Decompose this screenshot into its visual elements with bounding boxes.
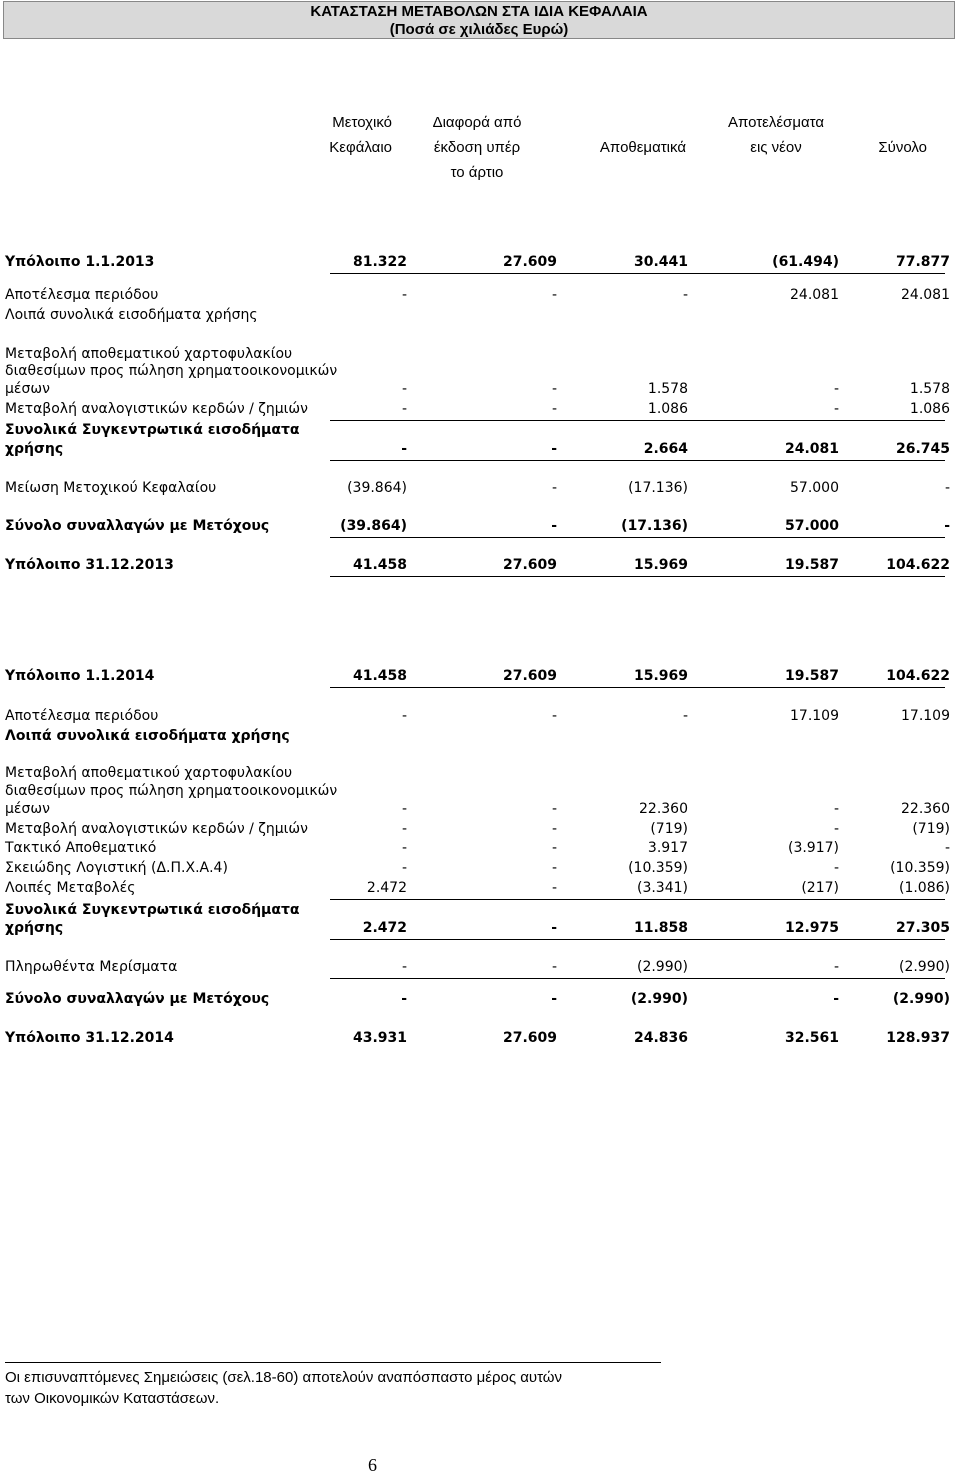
cell-value: 81.322 bbox=[352, 254, 407, 270]
cell-value: - bbox=[401, 708, 407, 724]
cell-value: - bbox=[551, 708, 557, 724]
cell-value: 128.937 bbox=[886, 1030, 950, 1046]
title-line-1: ΚΑΤΑΣΤΑΣΗ ΜΕΤΑΒΟΛΩΝ ΣΤΑ ΙΔΙΑ ΚΕΦΑΛΑΙΑ bbox=[310, 3, 648, 20]
row-label: Πληρωθέντα Μερίσματα bbox=[5, 959, 178, 975]
cell-value: - bbox=[401, 821, 407, 837]
cell-value: 27.609 bbox=[502, 1030, 557, 1046]
row-label: Λοιπά συνολικά εισοδήματα χρήσης bbox=[5, 307, 258, 323]
cell-value: - bbox=[401, 401, 407, 417]
cell-value: - bbox=[551, 401, 557, 417]
cell-value: 3.917 bbox=[647, 840, 688, 856]
cell-value: (39.864) bbox=[347, 480, 407, 496]
row-underline bbox=[330, 899, 945, 900]
cell-value: - bbox=[551, 860, 557, 876]
row-label: Μείωση Μετοχικού Κεφαλαίου bbox=[5, 480, 217, 496]
cell-value: 22.360 bbox=[639, 801, 688, 817]
col-header-share-capital: Μετοχικό Κεφάλαιο bbox=[329, 114, 392, 156]
title-line-2: (Ποσά σε χιλιάδες Ευρώ) bbox=[389, 21, 569, 38]
cell-value: - bbox=[551, 821, 557, 837]
cell-value: 19.587 bbox=[784, 557, 839, 573]
cell-value: (10.359) bbox=[890, 860, 950, 876]
row-label: Σύνολο συναλλαγών με Μετόχους bbox=[5, 991, 270, 1007]
row-label: Σύνολο συναλλαγών με Μετόχους bbox=[5, 518, 270, 534]
col-header-retained-earnings: Αποτελέσματα εις νέον bbox=[727, 114, 825, 156]
cell-value: 22.360 bbox=[901, 801, 950, 817]
row-label: Τακτικό Αποθεματικό bbox=[5, 840, 157, 856]
row-label: Λοιπές Μεταβολές bbox=[5, 880, 136, 896]
cell-value: - bbox=[551, 480, 557, 496]
cell-value: - bbox=[551, 287, 557, 303]
cell-value: 2.472 bbox=[366, 880, 407, 896]
cell-value: - bbox=[401, 991, 407, 1007]
row-label: χρήσης bbox=[5, 920, 64, 936]
footnote: Οι επισυναπτόμενες Σημειώσεις (σελ.18-60) αποτελούν αναπόσπαστο μέρος αυτών των Οικονομικών Καταστάσεων. bbox=[5, 1369, 563, 1407]
cell-value: 19.587 bbox=[784, 668, 839, 684]
cell-value: 12.975 bbox=[784, 920, 839, 936]
cell-value: - bbox=[551, 441, 557, 457]
cell-value: - bbox=[833, 821, 839, 837]
row-underline bbox=[330, 939, 945, 940]
cell-value: (2.990) bbox=[636, 959, 688, 975]
cell-value: - bbox=[833, 991, 839, 1007]
cell-value: (217) bbox=[801, 880, 839, 896]
row-label: μέσων bbox=[5, 801, 50, 817]
cell-value: 104.622 bbox=[886, 557, 950, 573]
cell-value: - bbox=[551, 920, 557, 936]
row-label: Λοιπά συνολικά εισοδήματα χρήσης bbox=[5, 728, 290, 744]
row-label: μέσων bbox=[5, 381, 50, 397]
cell-value: (2.990) bbox=[892, 991, 950, 1007]
cell-value: - bbox=[944, 518, 950, 534]
cell-value: - bbox=[944, 840, 950, 856]
cell-value: - bbox=[551, 840, 557, 856]
row-label: διαθεσίμων προς πώληση χρηματοοικονομικών bbox=[5, 363, 338, 379]
cell-value: - bbox=[401, 840, 407, 856]
row-label: Μεταβολή αποθεματικού χαρτοφυλακίου bbox=[5, 765, 293, 781]
cell-value: - bbox=[551, 801, 557, 817]
cell-value: - bbox=[682, 287, 688, 303]
cell-value: 30.441 bbox=[633, 254, 688, 270]
cell-value: 1.578 bbox=[909, 381, 950, 397]
cell-value: 27.609 bbox=[502, 668, 557, 684]
cell-value: (17.136) bbox=[628, 480, 688, 496]
cell-value: (1.086) bbox=[898, 880, 950, 896]
cell-value: - bbox=[551, 959, 557, 975]
cell-value: 1.578 bbox=[647, 381, 688, 397]
col-header-total: Σύνολο bbox=[878, 139, 927, 156]
row-label: Μεταβολή αποθεματικού χαρτοφυλακίου bbox=[5, 346, 293, 362]
cell-value: - bbox=[833, 860, 839, 876]
cell-value: - bbox=[401, 287, 407, 303]
cell-value: - bbox=[551, 880, 557, 896]
cell-value: 2.472 bbox=[362, 920, 407, 936]
cell-value: 11.858 bbox=[633, 920, 688, 936]
cell-value: - bbox=[551, 381, 557, 397]
cell-value: - bbox=[551, 991, 557, 1007]
row-label: Σκειώδης Λογιστική (Δ.Π.Χ.Α.4) bbox=[5, 860, 228, 876]
cell-value: 1.086 bbox=[909, 401, 950, 417]
cell-value: 24.081 bbox=[790, 287, 839, 303]
cell-value: - bbox=[833, 801, 839, 817]
cell-value: 41.458 bbox=[352, 668, 407, 684]
row-underline bbox=[330, 687, 945, 688]
page-number: 6 bbox=[368, 1455, 377, 1475]
cell-value: (61.494) bbox=[772, 254, 839, 270]
row-label: Συνολικά Συγκεντρωτικά εισοδήματα bbox=[5, 422, 300, 438]
row-underline bbox=[330, 576, 945, 577]
cell-value: 2.664 bbox=[643, 441, 688, 457]
cell-value: 27.305 bbox=[895, 920, 950, 936]
row-label: Συνολικά Συγκεντρωτικά εισοδήματα bbox=[5, 902, 300, 918]
cell-value: - bbox=[833, 959, 839, 975]
row-label: Αποτέλεσμα περιόδου bbox=[5, 287, 159, 303]
cell-value: 24.081 bbox=[901, 287, 950, 303]
cell-value: 15.969 bbox=[633, 668, 688, 684]
cell-value: 15.969 bbox=[633, 557, 688, 573]
cell-value: - bbox=[833, 401, 839, 417]
row-label: Υπόλοιπο 31.12.2014 bbox=[5, 1030, 174, 1046]
cell-value: (3.341) bbox=[636, 880, 688, 896]
cell-value: 17.109 bbox=[790, 708, 839, 724]
row-label: Υπόλοιπο 1.1.2013 bbox=[5, 254, 155, 270]
col-header-share-premium: Διαφορά από έκδοση υπέρ το άρτιο bbox=[432, 114, 522, 181]
cell-value: 77.877 bbox=[895, 254, 950, 270]
cell-value: 32.561 bbox=[784, 1030, 839, 1046]
cell-value: - bbox=[833, 381, 839, 397]
cell-value: (2.990) bbox=[898, 959, 950, 975]
cell-value: 43.931 bbox=[352, 1030, 407, 1046]
cell-value: - bbox=[551, 518, 557, 534]
row-underline bbox=[330, 978, 945, 979]
statement-title bbox=[3, 1, 955, 39]
cell-value: - bbox=[401, 801, 407, 817]
row-label: Υπόλοιπο 1.1.2014 bbox=[5, 668, 155, 684]
row-label: Αποτέλεσμα περιόδου bbox=[5, 708, 159, 724]
row-label: Μεταβολή αναλογιστικών κερδών / ζημιών bbox=[5, 821, 308, 837]
cell-value: 1.086 bbox=[647, 401, 688, 417]
footnote-rule bbox=[5, 1362, 661, 1363]
row-underline bbox=[330, 273, 945, 274]
row-label: Υπόλοιπο 31.12.2013 bbox=[5, 557, 174, 573]
cell-value: - bbox=[401, 441, 407, 457]
cell-value: (719) bbox=[912, 821, 950, 837]
cell-value: 57.000 bbox=[790, 480, 839, 496]
cell-value: (2.990) bbox=[630, 991, 688, 1007]
cell-value: (10.359) bbox=[628, 860, 688, 876]
row-label: Μεταβολή αναλογιστικών κερδών / ζημιών bbox=[5, 401, 308, 417]
cell-value: - bbox=[401, 381, 407, 397]
cell-value: (3.917) bbox=[787, 840, 839, 856]
cell-value: 26.745 bbox=[895, 441, 950, 457]
col-header-reserves: Αποθεματικά bbox=[599, 139, 686, 156]
row-label: διαθεσίμων προς πώληση χρηματοοικονομικών bbox=[5, 783, 338, 799]
cell-value: - bbox=[682, 708, 688, 724]
cell-value: 17.109 bbox=[901, 708, 950, 724]
cell-value: (719) bbox=[650, 821, 688, 837]
cell-value: - bbox=[401, 860, 407, 876]
cell-value: 27.609 bbox=[502, 557, 557, 573]
row-underline bbox=[330, 537, 945, 538]
cell-value: 57.000 bbox=[784, 518, 839, 534]
cell-value: 24.081 bbox=[784, 441, 839, 457]
row-underline bbox=[330, 420, 945, 421]
row-underline bbox=[330, 460, 945, 461]
cell-value: 24.836 bbox=[633, 1030, 688, 1046]
cell-value: - bbox=[401, 959, 407, 975]
cell-value: - bbox=[944, 480, 950, 496]
row-label: χρήσης bbox=[5, 441, 64, 457]
cell-value: (39.864) bbox=[340, 518, 407, 534]
cell-value: 41.458 bbox=[352, 557, 407, 573]
cell-value: 27.609 bbox=[502, 254, 557, 270]
cell-value: 104.622 bbox=[886, 668, 950, 684]
cell-value: (17.136) bbox=[621, 518, 688, 534]
